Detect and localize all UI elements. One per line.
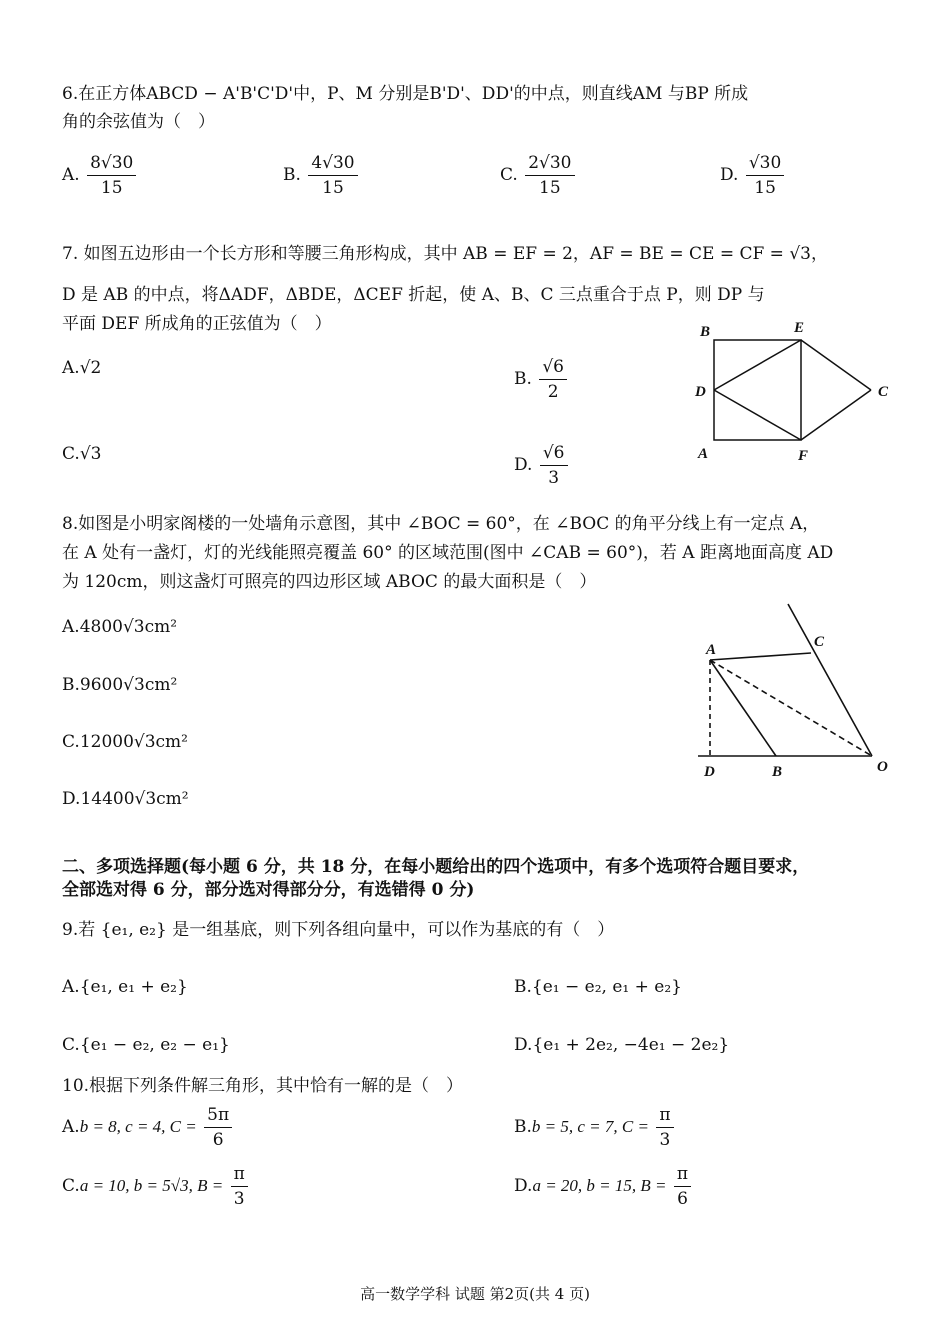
q6-stem-line1: 6.在正方体ABCD − A'B'C'D'中，P、M 分别是B'D'、DD'的中点，则直线AM 与BP 所成 — [62, 84, 749, 104]
q7-segment-df — [714, 390, 801, 440]
q7-segment-fc — [801, 390, 871, 440]
q8-option-c[interactable]: C.12000√3cm² — [62, 732, 188, 752]
q7-pentagon-figure — [690, 318, 900, 468]
q10-option-b[interactable]: B.b = 5, c = 7, C = $\frac{\pi}{3}$ — [514, 1104, 676, 1151]
q8-segment-ac — [710, 653, 811, 660]
q8-segment-ao-dashed — [710, 660, 872, 756]
q7-segment-ec — [801, 340, 871, 390]
q7-label-c: C — [878, 384, 889, 400]
q9-option-a[interactable]: A.{e₁, e₁ + e₂} — [62, 977, 188, 997]
q8-wall-line — [788, 604, 872, 756]
q6-option-b[interactable]: B. $\frac{4√30}{15}$ — [283, 152, 360, 199]
q10-option-c[interactable]: C.a = 10, b = 5√3, B = $\frac{\pi}{3}$ — [62, 1163, 250, 1210]
q9-option-c[interactable]: C.{e₁ − e₂, e₂ − e₁} — [62, 1035, 230, 1055]
q6-stem-line2: 角的余弦值为（ ） — [62, 112, 215, 132]
section2-heading-line2: 全部选对得 6 分，部分选对得部分分，有选错得 0 分) — [62, 880, 475, 900]
q7-rectangle — [714, 340, 801, 440]
q8-stem-line2: 在 A 处有一盏灯，灯的光线能照亮覆盖 60° 的区域范围(图中 ∠CAB = 60°)，若 A 距离地面高度 AD — [62, 543, 834, 563]
q7-label-d: D — [695, 384, 706, 400]
page-footer: 高一数学学科 试题 第2页(共 4 页) — [360, 1285, 590, 1303]
q9-option-d[interactable]: D.{e₁ + 2e₂, −4e₁ − 2e₂} — [514, 1035, 730, 1055]
q7-option-a[interactable]: A.√2 — [62, 358, 102, 378]
q8-stem-line1: 8.如图是小明家阁楼的一处墙角示意图，其中 ∠BOC = 60°，在 ∠BOC 的角平分线上有一定点 A， — [62, 514, 820, 534]
q10-stem: 10.根据下列条件解三角形，其中恰有一解的是（ ） — [62, 1076, 464, 1096]
q8-option-a[interactable]: A.4800√3cm² — [62, 617, 178, 637]
q8-segment-ab — [710, 660, 776, 756]
q7-label-a: A — [698, 446, 709, 462]
q8-label-o: O — [877, 759, 888, 775]
q8-stem-line3: 为 120cm，则这盏灯可照亮的四边形区域 ABOC 的最大面积是（ ） — [62, 572, 597, 592]
q6-option-d[interactable]: D. $\frac{√30}{15}$ — [720, 152, 786, 199]
q6-option-a[interactable]: A. $\frac{8√30}{15}$ — [62, 152, 138, 199]
section2-heading-line1: 二、多项选择题(每小题 6 分，共 18 分，在每小题给出的四个选项中，有多个选项符合题目要求， — [62, 857, 810, 877]
q9-option-b[interactable]: B.{e₁ − e₂, e₁ + e₂} — [514, 977, 682, 997]
q7-stem-line3: 平面 DEF 所成角的正弦值为（ ） — [62, 314, 332, 334]
q7-label-b: B — [700, 324, 711, 340]
q7-segment-de — [714, 340, 801, 390]
q7-stem-line2: D 是 AB 的中点，将ΔADF，ΔBDE，ΔCEF 折起，使 A、B、C 三点重合于点 P，则 DP 与 — [62, 285, 765, 305]
q8-option-d[interactable]: D.14400√3cm² — [62, 789, 189, 809]
q7-option-c[interactable]: C.√3 — [62, 444, 102, 464]
q7-label-f: F — [798, 448, 809, 464]
q8-label-d: D — [704, 764, 715, 780]
q8-corner-figure — [690, 598, 905, 788]
q9-stem: 9.若 {e₁, e₂} 是一组基底，则下列各组向量中，可以作为基底的有（ ） — [62, 920, 615, 940]
q10-option-d[interactable]: D.a = 20, b = 15, B = $\frac{\pi}{6}$ — [514, 1163, 693, 1210]
q10-option-a[interactable]: A.b = 8, c = 4, C = $\frac{5\pi}{6}$ — [62, 1104, 234, 1151]
q7-label-e: E — [794, 320, 805, 336]
q7-option-d[interactable]: D. $\frac{√6}{3}$ — [514, 442, 570, 489]
q8-label-b: B — [772, 764, 783, 780]
q8-label-c: C — [814, 634, 825, 650]
q8-label-a: A — [706, 642, 717, 658]
q8-option-b[interactable]: B.9600√3cm² — [62, 675, 178, 695]
q6-option-c[interactable]: C. $\frac{2√30}{15}$ — [500, 152, 577, 199]
q7-option-b[interactable]: B. $\frac{√6}{2}$ — [514, 356, 569, 403]
q7-stem-line1: 7. 如图五边形由一个长方形和等腰三角形构成，其中 AB = EF = 2，AF = BE = CE = CF = √3， — [62, 244, 828, 264]
